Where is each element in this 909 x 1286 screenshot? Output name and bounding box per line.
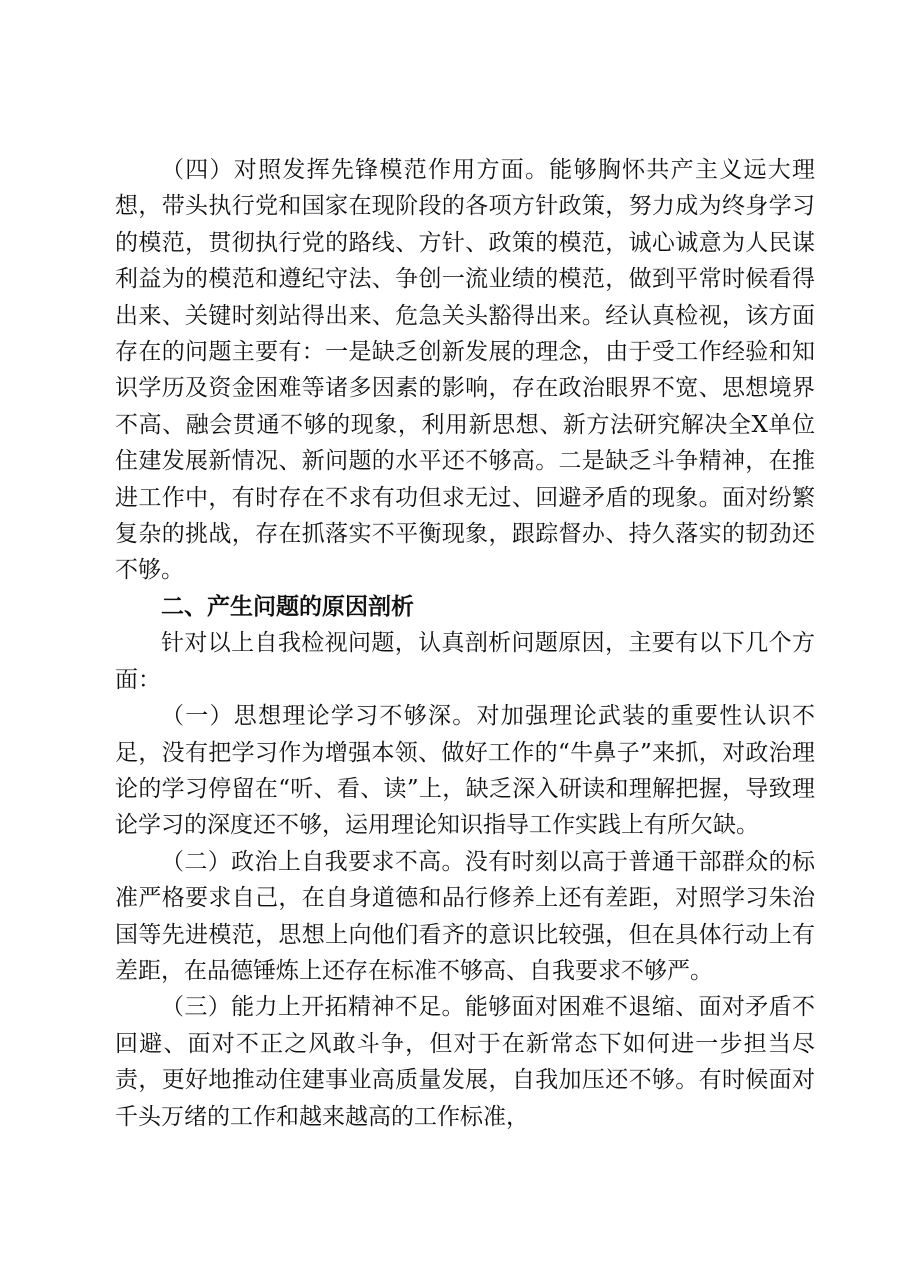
paragraph-section-four: （四）对照发挥先锋模范作用方面。能够胸怀共产主义远大理想，带头执行党和国家在现阶段的各项方针政策，努力成为终身学习的模范，贯彻执行党的路线、方针、政策的模范，诚心诚意为人民谋利益为的模范和遵纪守法、争创一流业绩的模范，做到平常时候看得出来、关键时刻站得出来、危急关头豁得出来。经认真检视，该方面存在的问题主要有：一是缺乏创新发展的理念，由于受工作经验和知识学历及资金困难等诸多因素的影响，存在政治眼界不宽、思想境界不高、融会贯通不够的现象，利用新思想、新方法研究解决全X单位住建发展新情况、新问题的水平还不够高。二是缺乏斗争精神，在推进工作中，有时存在不求有功但求无过、回避矛盾的现象。面对纷繁复杂的挑战，存在抓落实不平衡现象，跟踪督办、持久落实的韧劲还不够。 [115, 157, 815, 584]
paragraph-cause-three: （三）能力上开拓精神不足。能够面对困难不退缩、面对矛盾不回避、面对不正之风敢斗争，但对于在新常态下如何进一步担当尽责，更好地推动住建事业高质量发展，自我加压还不够。有时候面对千头万绪的工作和越来越高的工作标准， [115, 994, 815, 1130]
paragraph-cause-one: （一）思想理论学习不够深。对加强理论武装的重要性认识不足，没有把学习作为增强本领、做好工作的“牛鼻子”来抓，对政治理论的学习停留在“听、看、读”上，缺乏深入研读和理解把握，导致理论学习的深度还不够，运用理论知识指导工作实践上有所欠缺。 [115, 703, 815, 839]
document-body [115, 152, 815, 1135]
paragraph-intro: 针对以上自我检视问题，认真剖析问题原因，主要有以下几个方面： [115, 630, 815, 693]
paragraph-cause-two: （二）政治上自我要求不高。没有时刻以高于普通干部群众的标准严格要求自己，在自身道德和品行修养上还有差距，对照学习朱治国等先进模范，思想上向他们看齐的意识比较强，但在具体行动上有差距，在品德锤炼上还存在标准不够高、自我要求不够严。 [115, 848, 815, 984]
section-heading: 二、产生问题的原因剖析 [161, 593, 414, 620]
